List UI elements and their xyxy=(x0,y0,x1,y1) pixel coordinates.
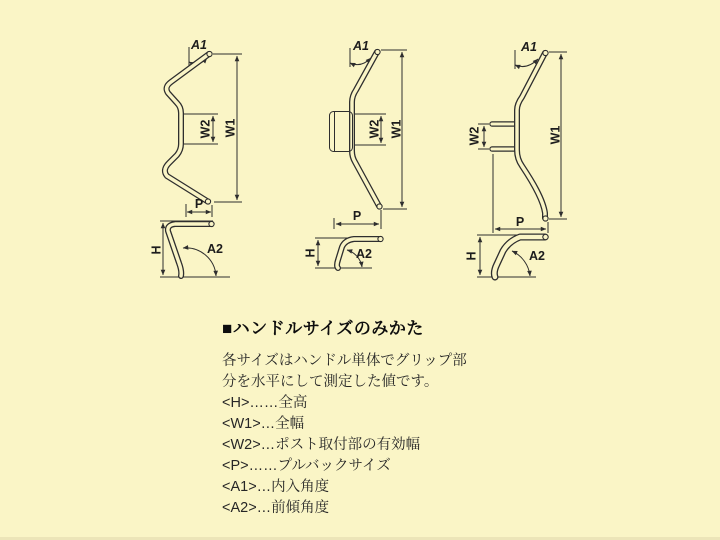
label-w2: W2 xyxy=(467,126,482,146)
post-bar-front-view xyxy=(468,40,568,233)
label-a2: A2 xyxy=(529,249,545,263)
grip-end xyxy=(543,234,548,239)
size-legend xyxy=(222,351,467,519)
label-a2: A2 xyxy=(207,242,223,256)
legend-item-w2: <W2>…ポスト取付部の有効幅 xyxy=(222,437,421,453)
zbar-side-view xyxy=(150,221,231,277)
label-a1: A1 xyxy=(353,39,369,53)
grip-end xyxy=(375,49,380,54)
grip-end xyxy=(207,51,212,56)
label-a1: A1 xyxy=(191,38,207,52)
legend-item-a1: <A1>…内入角度 xyxy=(222,479,330,495)
label-h: H xyxy=(303,248,318,258)
a2-angle-arc xyxy=(512,251,530,276)
grip-end xyxy=(209,221,214,226)
grip-end xyxy=(543,216,548,221)
diagram-clamp-bar xyxy=(304,39,408,268)
label-h: H xyxy=(149,245,164,255)
grip-end xyxy=(543,50,548,55)
post-bar-side-view xyxy=(465,234,549,277)
legend-item-h: <H>……全高 xyxy=(222,395,308,411)
section-title: ■ハンドルサイズのみかた xyxy=(222,319,424,338)
label-p: P xyxy=(194,197,204,211)
label-w1: W1 xyxy=(548,125,563,145)
legend-item-w1: <W1>…全幅 xyxy=(222,416,305,432)
label-w1: W1 xyxy=(389,119,404,139)
grip-end xyxy=(378,236,383,241)
legend-intro-line: 各サイズはハンドル単体でグリップ部 xyxy=(222,353,467,369)
legend-intro-line: 分を水平にして測定した値です。 xyxy=(222,374,439,390)
label-a2: A2 xyxy=(356,247,372,261)
a1-angle-arc xyxy=(515,59,538,67)
clamp-bar-side-view xyxy=(304,236,384,268)
label-p: P xyxy=(515,215,525,229)
label-p: P xyxy=(352,209,362,223)
legend-item-p: <P>……プルバックサイズ xyxy=(222,458,391,474)
diagram-post-bar xyxy=(465,40,568,277)
label-w2: W2 xyxy=(198,119,213,139)
diagram-zbar xyxy=(150,38,243,277)
legend-item-a2: <A2>…前傾角度 xyxy=(222,500,330,516)
zbar-front-view xyxy=(165,38,242,217)
label-w2: W2 xyxy=(367,119,382,139)
clamp-bar-front-view xyxy=(330,39,408,229)
label-h: H xyxy=(464,251,479,261)
label-a1: A1 xyxy=(521,40,537,54)
grip-end xyxy=(205,199,210,204)
label-w1: W1 xyxy=(223,118,238,138)
grip-end xyxy=(377,204,382,209)
